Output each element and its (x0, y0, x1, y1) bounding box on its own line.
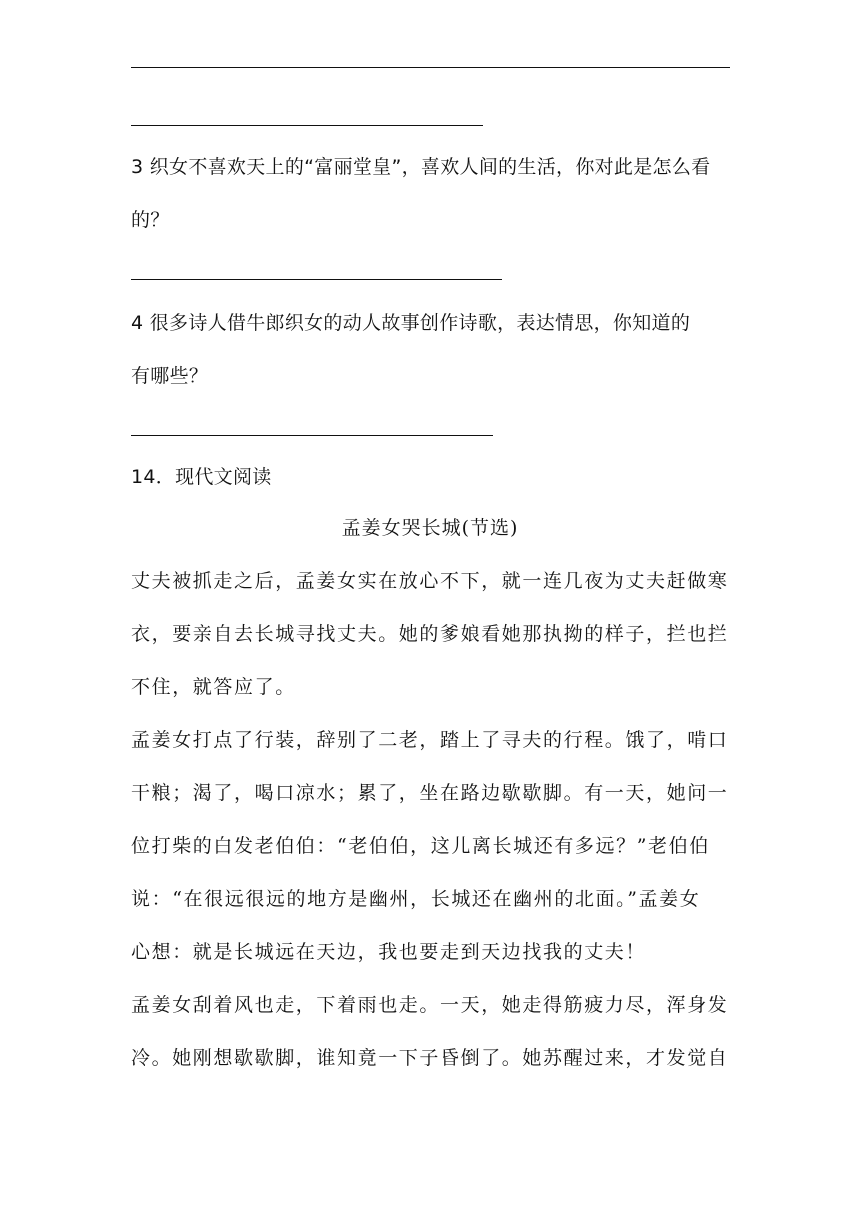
passage-line: 位打柴的白发老伯伯：“老伯伯，这儿离长城还有多远？”老伯伯 (131, 835, 710, 857)
section-heading: 14．现代文阅读 (131, 466, 272, 488)
passage-line: 冷。她刚想歇歇脚，谁知竟一下子昏倒了。她苏醒过来，才发觉自 (131, 1047, 729, 1069)
passage-line: 孟姜女打点了行装，辞别了二老，踏上了寻夫的行程。饿了，啃口 (131, 729, 729, 751)
passage-line: 不住，就答应了。 (131, 676, 296, 698)
passage-line: 干粮；渴了，喝口凉水；累了，坐在路边歇歇脚。有一天，她问一 (131, 782, 729, 804)
question-3-line-2: 的？ (131, 209, 170, 231)
question-4-line-1: 4 很多诗人借牛郎织女的动人故事创作诗歌，表达情思，你知道的 (131, 312, 691, 334)
answer-line (131, 67, 730, 68)
question-3-line-1: 3 织女不喜欢天上的“富丽堂皇”，喜欢人间的生活，你对此是怎么看 (131, 156, 711, 178)
answer-line (131, 435, 493, 436)
passage-line: 孟姜女刮着风也走，下着雨也走。一天，她走得筋疲力尽，浑身发 (131, 994, 729, 1016)
passage-line: 衣，要亲自去长城寻找丈夫。她的爹娘看她那执拗的样子，拦也拦 (131, 623, 729, 645)
passage-line: 心想：就是长城远在天边，我也要走到天边找我的丈夫！ (131, 941, 647, 963)
answer-line (131, 279, 502, 280)
passage-line: 说：“在很远很远的地方是幽州，长城还在幽州的北面。”孟姜女 (131, 888, 701, 910)
passage-title: 孟姜女哭长城(节选) (341, 517, 519, 539)
answer-line (131, 125, 483, 126)
question-4-line-2: 有哪些？ (131, 365, 209, 387)
passage-line: 丈夫被抓走之后，孟姜女实在放心不下，就一连几夜为丈夫赶做寒 (131, 570, 729, 592)
